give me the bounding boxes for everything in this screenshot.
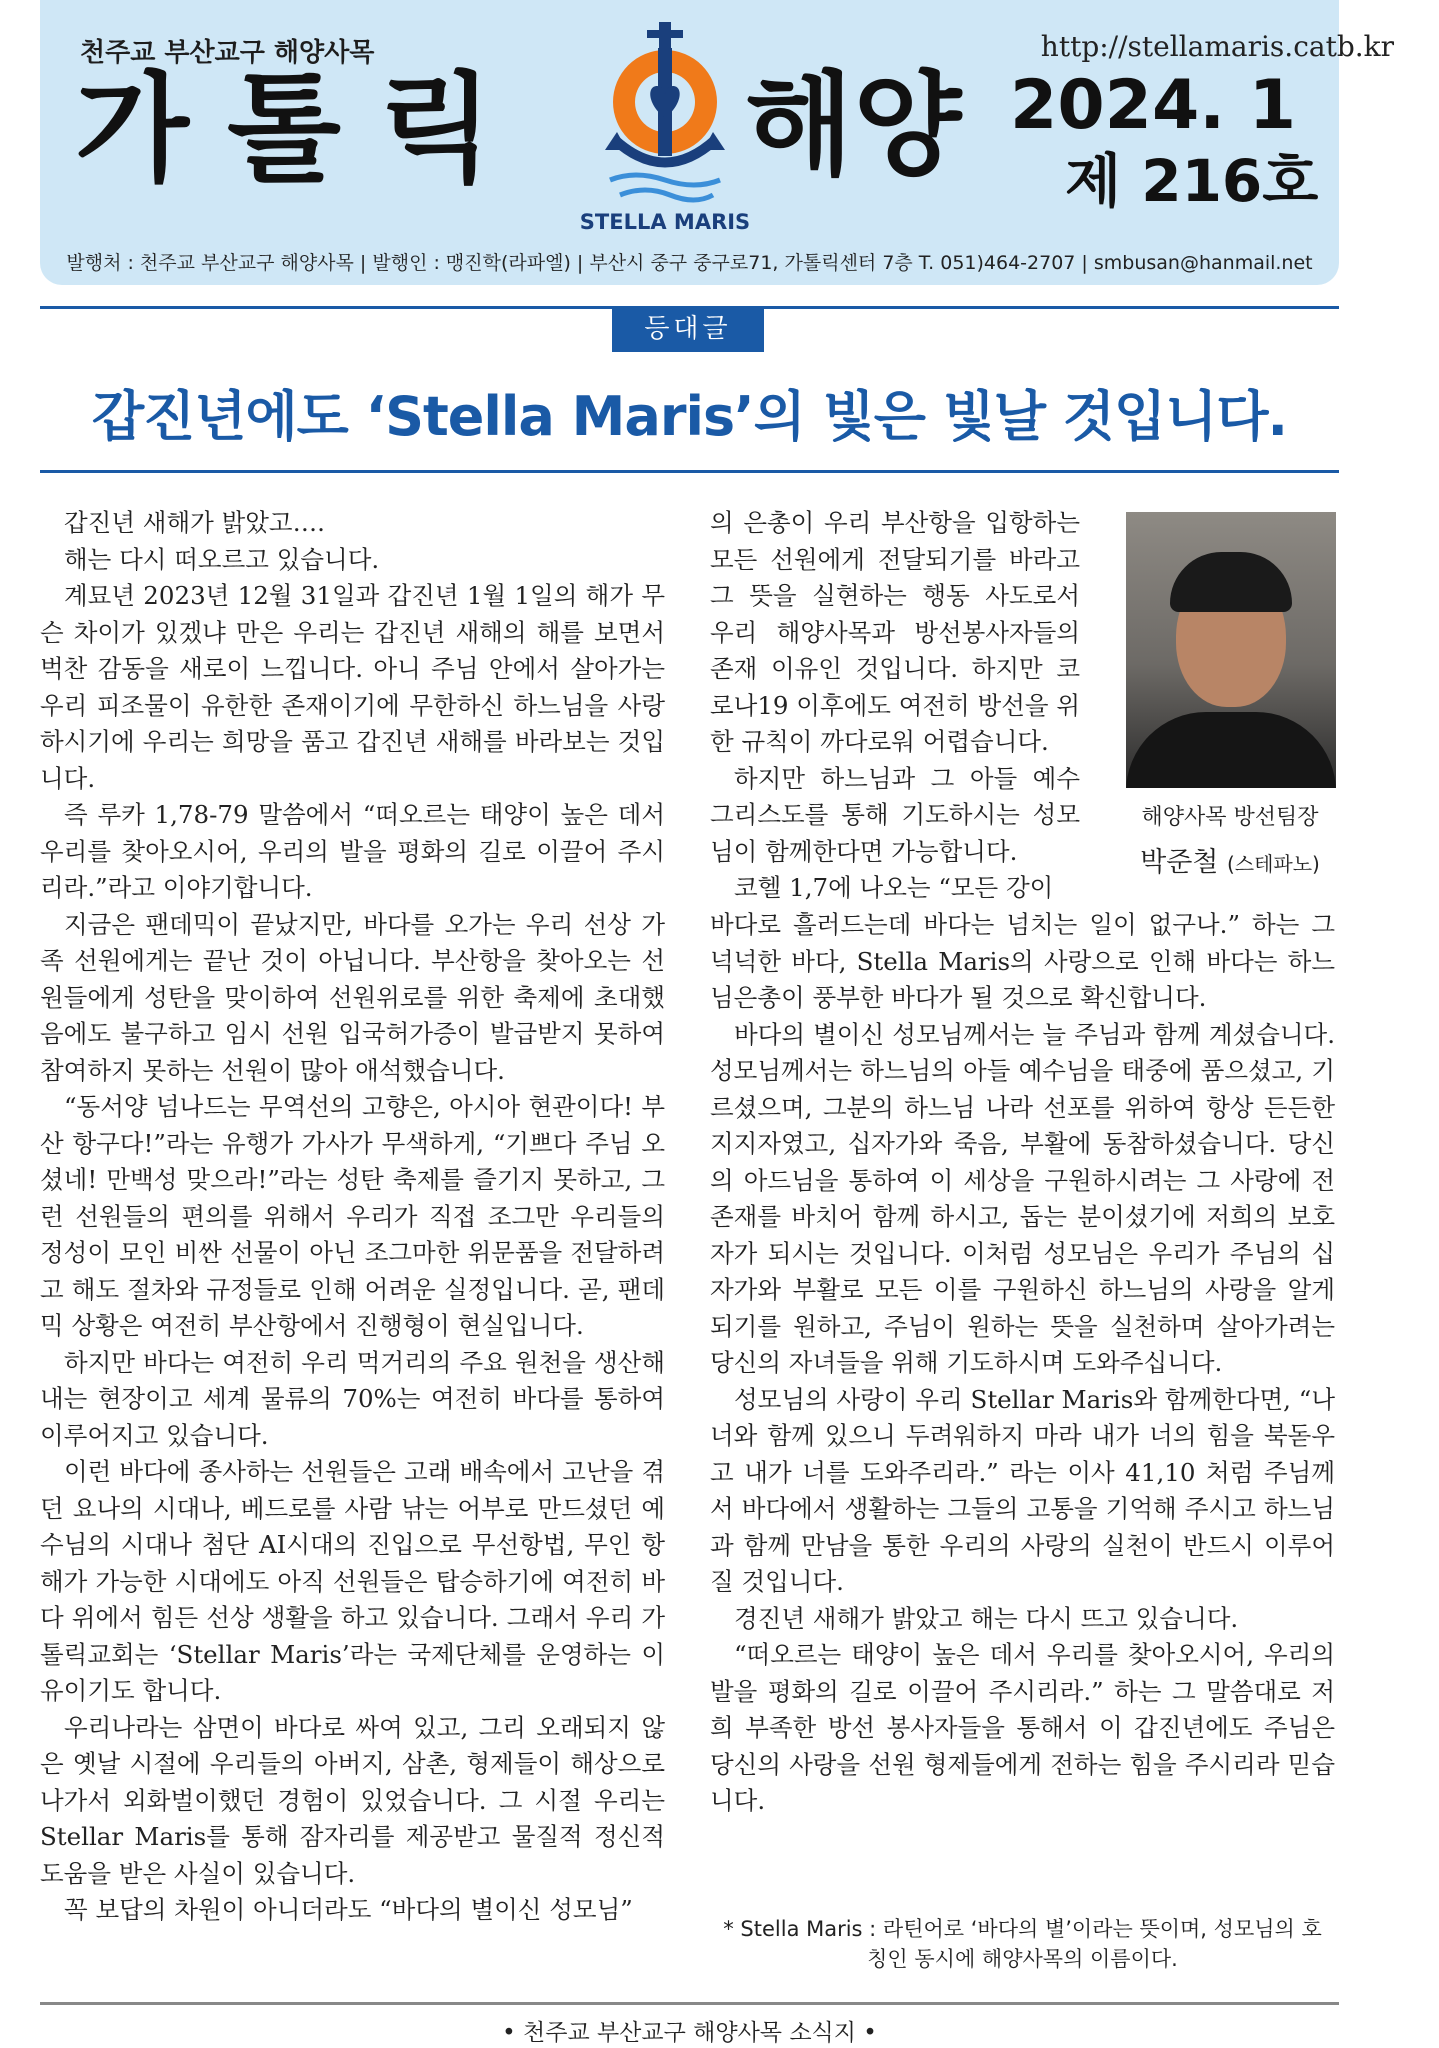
paragraph: 경진년 새해가 밝았고 해는 다시 뜨고 있습니다. (734, 1603, 1239, 1633)
issue-number: 제 216호 (1065, 147, 1319, 215)
paragraph: 우리나라는 삼면이 바다로 싸여 있고, 그리 오래되지 않은 옛날 시절에 우리들의 아버지, 삼촌, 형제들이 해상으로 나가서 외화벌이했던 경험이 있었습니다. 그 시절 우리는 Stellar Maris를 통해 잠자리를 제공받고 물질적 정신적 도움을 받은 사실이 있습니다. (40, 1712, 665, 1888)
article-column-2-bottom (710, 907, 1335, 1820)
issue-date: 2024. 1 (1010, 66, 1297, 145)
footer: • 천주교 부산교구 해양사목 소식지 • (502, 2020, 877, 2046)
paragraph: 계묘년 2023년 12월 31일과 갑진년 1월 1일의 해가 무슨 차이가 있겠냐 만은 우리는 갑진년 새해의 해를 보면서 벅찬 감동을 새로이 느낍니다. 아니 주님 안에서 살아가는 우리 피조물이 유한한 존재이기에 무한하신 하느님을 사랑하시기에 우리는 희망을 품고 갑진년 새해를 바라보는 것입니다. (40, 581, 665, 793)
anchor-lifebuoy-heart-logo-icon (595, 20, 735, 215)
author-name-suffix: (스테파노) (1226, 852, 1320, 876)
headline-divider (40, 470, 1339, 473)
footnote-line-1: * Stella Maris : 라틴어로 ‘바다의 별’이라는 뜻이며, 성모님의 호 (723, 1917, 1322, 1941)
paragraph: 코헬 1,7에 나오는 “모든 강이 (734, 873, 1054, 902)
logo-text: STELLA MARIS (579, 210, 751, 234)
paragraph: 성모님의 사랑이 우리 Stellar Maris와 함께한다면, “나 너와 함께 있으니 두려워하지 마라 내가 너의 힘을 북돋우고 내가 너를 도와주리라.” 라는 이사 41,10 처럼 주님께서 바다에서 생활하는 그들의 고통을 기억해 주시고 하느님과 함께 만남을 통한 우리의 사랑의 실천이 반드시 이루어질 것입니다. (710, 1384, 1335, 1596)
masthead-title-right: 해양 (745, 61, 962, 191)
masthead-title-left: 가톨릭 (75, 60, 531, 198)
masthead-url[interactable]: http://stellamaris.catb.kr (1040, 30, 1394, 63)
article-column-1 (40, 505, 665, 1929)
paragraph: 갑진년 새해가 밝았고…. (64, 508, 325, 537)
article-headline: 갑진년에도 ‘Stella Maris’의 빛은 빛날 것입니다. (91, 385, 1288, 448)
paragraph: 하지만 바다는 여전히 우리 먹거리의 주요 원천을 생산해 내는 현장이고 세계 물류의 70%는 여전히 바다를 통하여 이루어지고 있습니다. (40, 1347, 665, 1450)
section-tag: 등대글 (612, 306, 764, 352)
author-name (1110, 840, 1350, 879)
paragraph: 지금은 팬데믹이 끝났지만, 바다를 오가는 우리 선상 가족 선원에게는 끝난 것이 아닙니다. 부산항을 찾아오는 선원들에게 성탄을 맞이하여 선원위로를 위한 축제에 초대했음에도 불구하고 임시 선원 입국허가증이 발급받지 못하여 참여하지 못하는 선원이 많아 애석했습니다. (40, 909, 665, 1085)
paragraph: “떠오르는 태양이 높은 데서 우리를 찾아오시어, 우리의 발을 평화의 길로 이끌어 주시리라.” 하는 그 말씀대로 저희 부족한 방선 봉사자들을 통해서 이 갑진년에도 주님은 당신의 사랑을 선원 형제들에게 전하는 힘을 주시리라 믿습니다. (710, 1640, 1335, 1815)
photo-caption: 해양사목 방선팀장 (1141, 805, 1319, 830)
paragraph: 하지만 하느님과 그 아들 예수 그리스도를 통해 기도하시는 성모님이 함께한다면 가능합니다. (710, 763, 1080, 866)
paragraph: 의 은총이 우리 부산항을 입항하는 모든 선원에게 전달되기를 바라고 그 뜻을 실현하는 행동 사도로서 우리 해양사목과 방선봉사자들의 존재 이유인 것입니다. 하지만 코로나19 이후에도 여전히 방선을 위한 규칙이 까다로워 어렵습니다. (710, 508, 1080, 756)
bottom-divider (40, 2002, 1339, 2005)
paragraph: 해는 다시 떠오르고 있습니다. (64, 544, 380, 574)
paragraph: 바다로 흘러드는데 바다는 넘치는 일이 없구나.” 하는 그 넉넉한 바다, Stella Maris의 사랑으로 인해 바다는 하느님은총이 풍부한 바다가 될 것으로 확신합니다. (710, 910, 1335, 1012)
paragraph: 즉 루카 1,78-79 말씀에서 “떠오르는 태양이 높은 데서 우리를 찾아오시어, 우리의 발을 평화의 길로 이끌어 주시리라.”라고 이야기합니다. (40, 800, 665, 902)
masthead-org: 천주교 부산교구 해양사목 (80, 38, 375, 68)
author-photo (1126, 512, 1336, 788)
article-column-2-top (710, 505, 1080, 907)
footnote-line-2: 칭인 동시에 해양사목의 이름이다. (867, 1947, 1178, 1971)
author-name-main: 박준철 (1140, 847, 1219, 878)
publisher-info: 발행처 : 천주교 부산교구 해양사목 | 발행인 : 맹진학(라파엘) | 부산시 중구 중구로71, 가톨릭센터 7층 T. 051)464-2707 | smbusan@hanmail.net (66, 252, 1313, 274)
paragraph: 이런 바다에 종사하는 선원들은 고래 배속에서 고난을 겪던 요나의 시대나, 베드로를 사람 낚는 어부로 만드셨던 예수님의 시대나 첨단 AI시대의 진입으로 무선항법, 무인 항해가 가능한 시대에도 아직 선원들은 탑승하기에 여전히 바다 위에서 힘든 선상 생활을 하고 있습니다. 그래서 우리 가톨릭교회는 ‘Stellar Maris’라는 국제단체를 운영하는 이유이기도 합니다. (40, 1457, 665, 1705)
paragraph: 바다의 별이신 성모님께서는 늘 주님과 함께 계셨습니다. 성모님께서는 하느님의 아들 예수님을 태중에 품으셨고, 기르셨으며, 그분의 하느님 나라 선포를 위하여 항상 든든한 지지자였고, 십자가와 죽음, 부활에 동참하셨습니다. 당신의 아드님을 통하여 이 세상을 구원하시려는 그 사랑에 전 존재를 바치어 함께 하시고, 돕는 분이셨기에 저희의 보호자가 되시는 것입니다. 이처럼 성모님은 우리가 주님의 십자가와 부활로 모든 이를 구원하신 하느님의 사랑을 알게 되기를 원하고, 주님이 원하는 뜻을 실천하며 살아가려는 당신의 자녀들을 위해 기도하시며 도와주십니다. (710, 1019, 1335, 1377)
paragraph: “동서양 넘나드는 무역선의 고향은, 아시아 현관이다! 부산 항구다!”라는 유행가 가사가 무색하게, “기쁘다 주님 오셨네! 만백성 맞으라!”라는 성탄 축제를 즐기지 못하고, 그런 선원들의 편의를 위해서 우리가 직접 조그만 우리들의 정성이 모인 비싼 선물이 아닌 조그마한 위문품을 전달하려고 해도 절차와 규정들로 인해 어려운 실정입니다. 곧, 팬데믹 상황은 여전히 부산항에서 진행형이 현실입니다. (40, 1092, 665, 1340)
footnote (710, 1914, 1335, 1974)
paragraph: 꼭 보답의 차원이 아니더라도 “바다의 별이신 성모님” (64, 1895, 633, 1924)
